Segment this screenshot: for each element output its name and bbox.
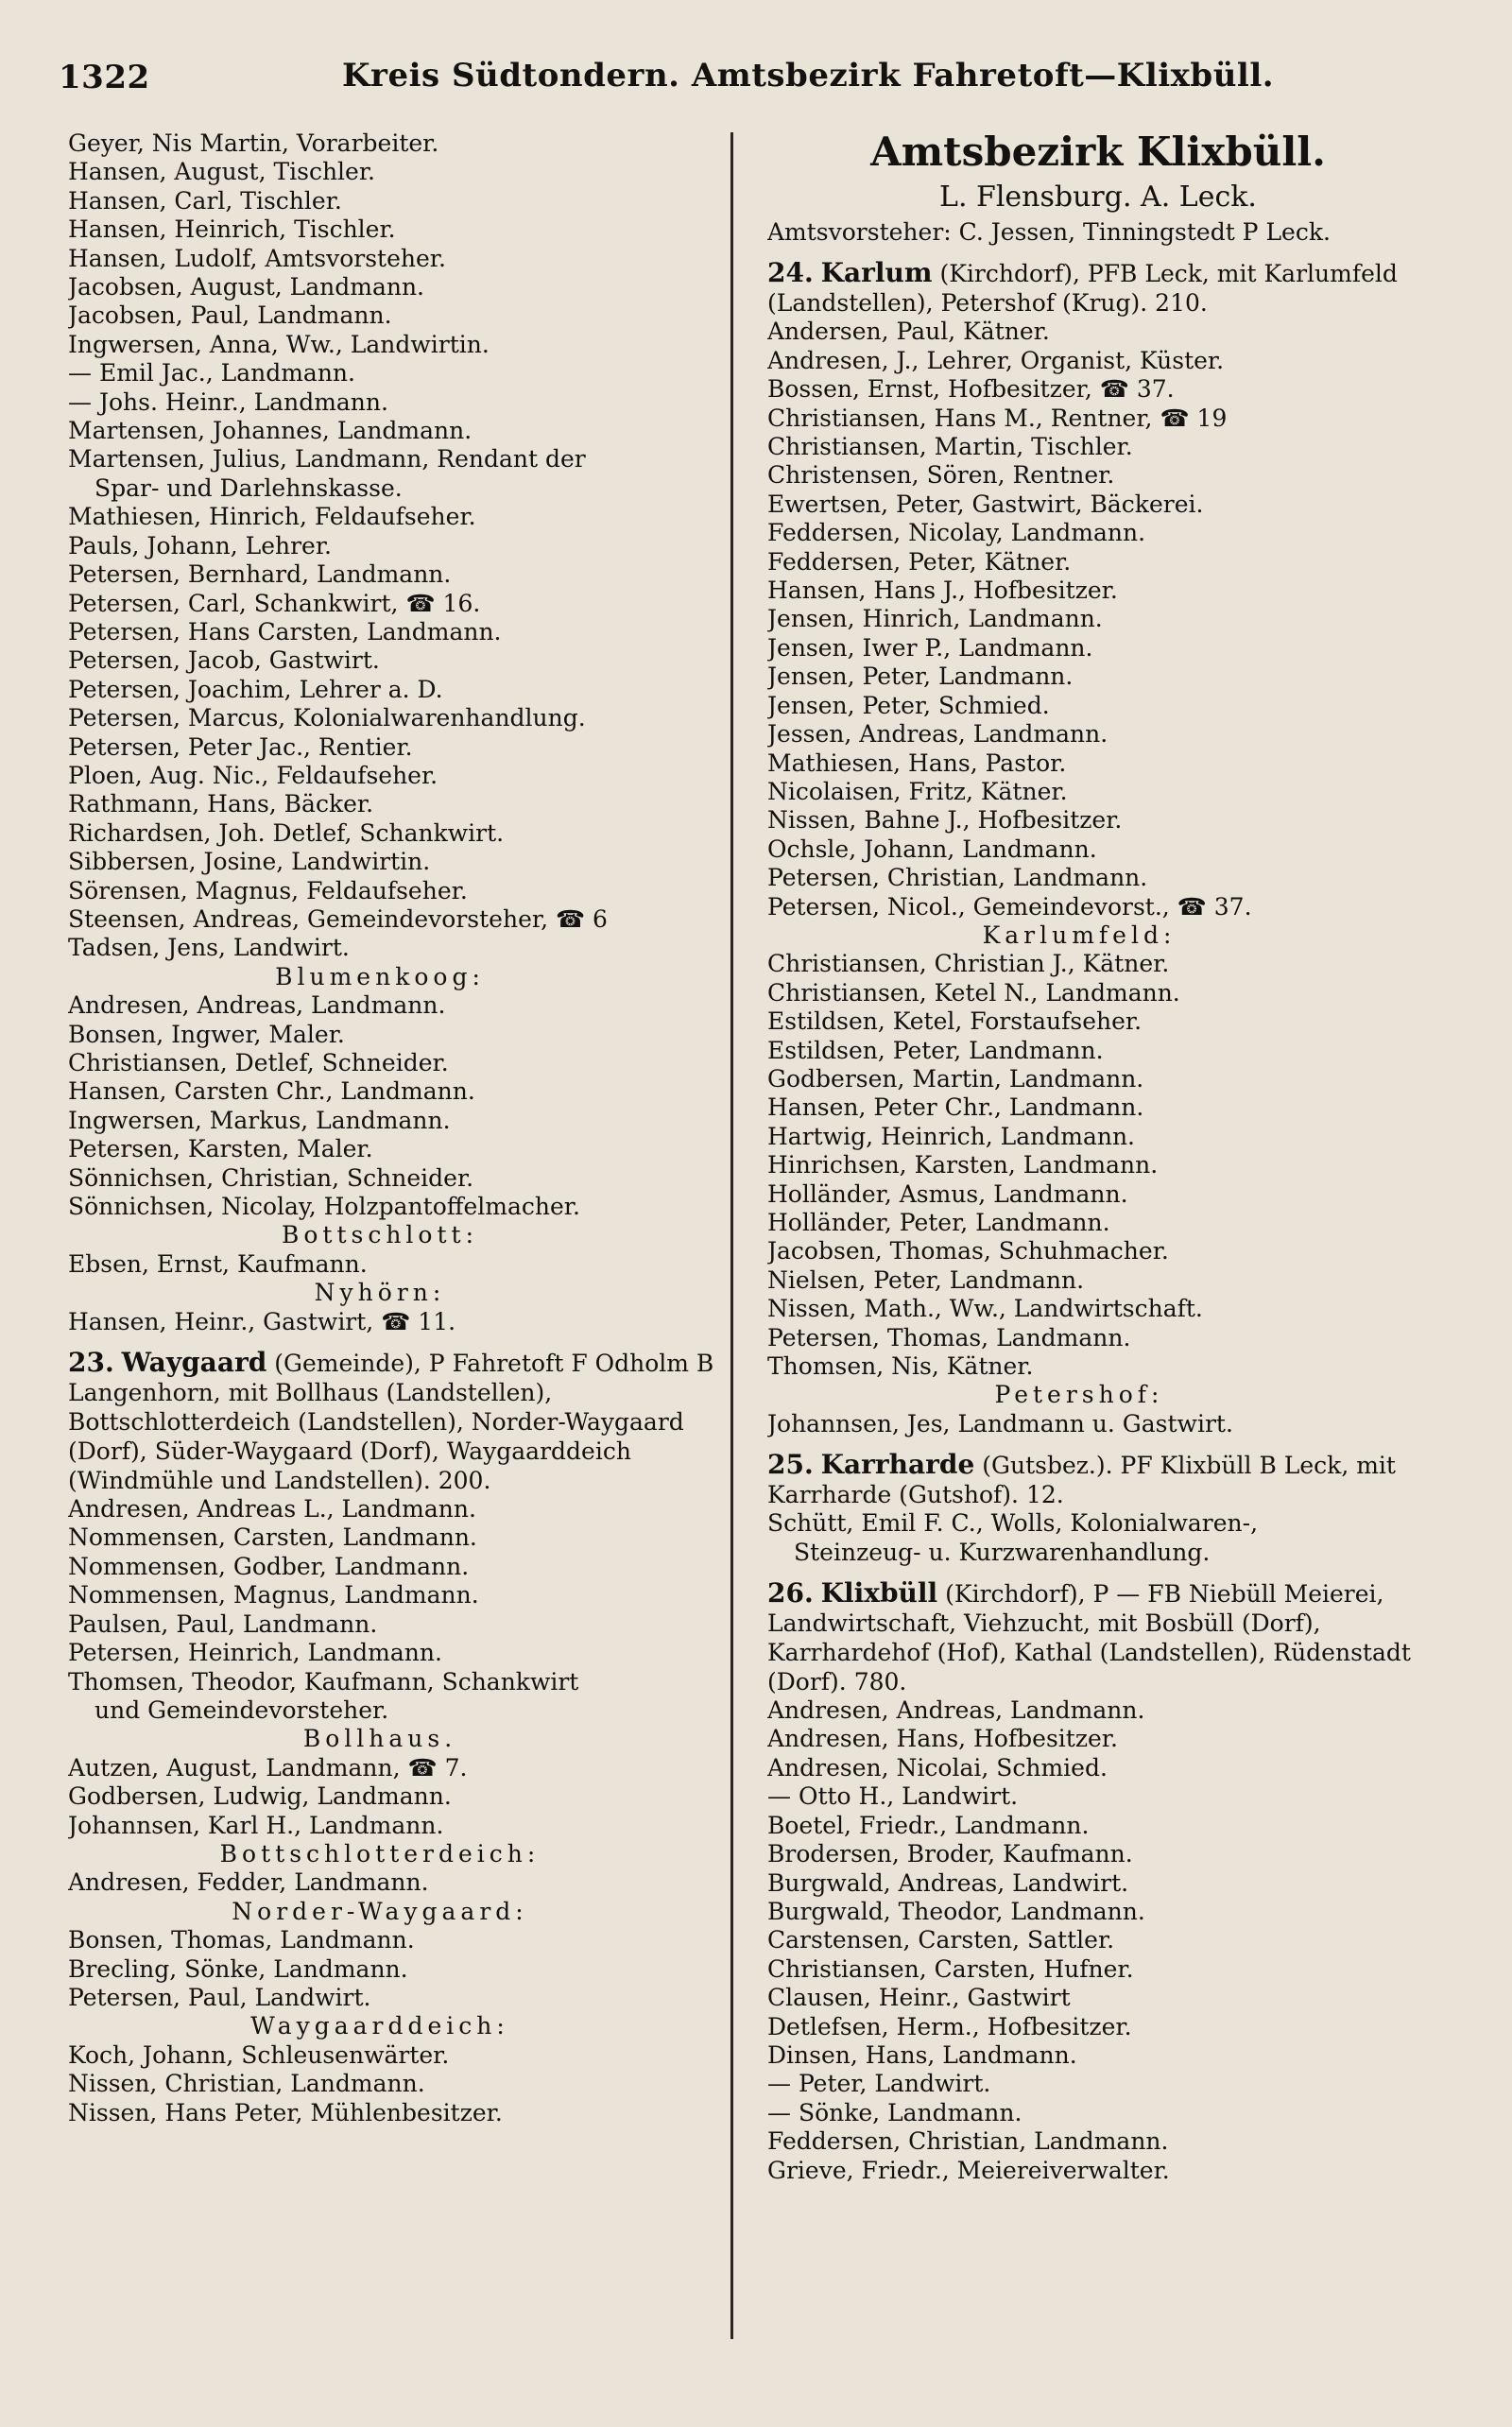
list-item: Clausen, Heinr., Gastwirt (767, 1984, 1071, 2012)
list-item: Steensen, Andreas, Gemeindevorsteher, ☎ 6 (68, 904, 608, 933)
list-item: Feddersen, Peter, Kätner. (767, 547, 1072, 576)
list-item: Johannsen, Jes, Landmann u. Gastwirt. (767, 1409, 1233, 1437)
running-title: Kreis Südtondern. Amtsbezirk Fahretoft—Klixbüll. (342, 57, 1275, 95)
list-item: Christiansen, Carsten, Hufner. (767, 1954, 1134, 1983)
section-number: 26. (767, 1577, 814, 1609)
list-item: Hansen, Ludolf, Amtsvorsteher. (68, 244, 446, 272)
left-column (68, 129, 730, 2127)
list-item: Burgwald, Andreas, Landwirt. (767, 1868, 1129, 1897)
subsection-heading: Karlumfeld: (982, 921, 1177, 949)
list-item: Andresen, Andreas, Landmann. (767, 1696, 1145, 1725)
list-item: Boetel, Friedr., Landmann. (767, 1811, 1090, 1839)
section-description: (Kirchdorf), P — FB Niebüll Meierei, Landwirtschaft, Viehzucht, mit Bosbüll (Dorf), Karrhardehof (Hof), Kathal (Landstellen), Rüdenstadt (Dorf). 780. (767, 1580, 1411, 1696)
entry-list (68, 2041, 730, 2127)
list-item: Dinsen, Hans, Landmann. (767, 2040, 1077, 2069)
entry-list (68, 1250, 730, 1279)
subsection-heading: Petershof: (994, 1381, 1164, 1409)
list-item: Jessen, Andreas, Landmann. (767, 720, 1108, 749)
list-item: Paulsen, Paul, Landmann. (68, 1609, 378, 1638)
section-25 (767, 1450, 1429, 1509)
list-item: Petersen, Peter Jac., Rentier. (68, 732, 413, 761)
list-item: Ochsle, Johann, Landmann. (767, 835, 1097, 863)
list-item: und Gemeindevorsteher. (94, 1695, 389, 1724)
list-item: Nommensen, Godber, Landmann. (68, 1552, 470, 1580)
list-item: Jacobsen, Thomas, Schuhmacher. (767, 1237, 1169, 1265)
section-description: (Gutsbez.). PF Klixbüll B Leck, mit Karrharde (Gutshof). 12. (767, 1452, 1396, 1509)
list-item: Sönnichsen, Christian, Schneider. (68, 1163, 474, 1192)
list-item: Hansen, Carsten Chr., Landmann. (68, 1077, 475, 1106)
list-item: Nissen, Hans Peter, Mühlenbesitzer. (68, 2098, 503, 2126)
list-item: Petersen, Thomas, Landmann. (767, 1323, 1131, 1351)
entry-list (767, 1410, 1429, 1438)
district-title: Amtsbezirk Klixbüll. (870, 129, 1326, 175)
right-column (767, 129, 1429, 2185)
list-item: Petersen, Marcus, Kolonialwarenhandlung. (68, 704, 586, 732)
entry-list (68, 1868, 730, 1897)
list-item: Bonsen, Thomas, Landmann. (68, 1926, 415, 1954)
column-divider (730, 132, 733, 2339)
page-header (59, 53, 1457, 100)
list-item: Hinrichsen, Karsten, Landmann. (767, 1151, 1159, 1179)
section-name: Waygaard (121, 1347, 267, 1379)
list-item: Nielsen, Peter, Landmann. (767, 1265, 1085, 1294)
list-item: Thomsen, Nis, Kätner. (767, 1352, 1034, 1381)
list-item: Andresen, Hans, Hofbesitzer. (767, 1725, 1118, 1753)
list-item: Mathiesen, Hinrich, Feldaufseher. (68, 503, 476, 531)
entry-list (68, 1308, 730, 1336)
subsection-heading: Bottschlott: (281, 1221, 478, 1249)
list-item: Brodersen, Broder, Kaufmann. (767, 1840, 1133, 1868)
list-item: Hartwig, Heinrich, Landmann. (767, 1122, 1136, 1150)
list-item: Jacobsen, August, Landmann. (68, 273, 425, 301)
section-description: (Gemeinde), P Fahretoft F Odholm B Langenhorn, mit Bollhaus (Landstellen), Bottschlotterdeich (Landstellen), Norder-Waygaard (Dorf), Süder-Waygaard (Dorf), Waygaarddeich (Windmühle und Landstellen). 200. (68, 1350, 714, 1495)
entry-list (767, 1509, 1429, 1567)
entry-list (68, 1754, 730, 1840)
list-item: Andresen, Andreas, Landmann. (68, 991, 446, 1020)
section-number: 25. (767, 1449, 814, 1481)
list-item: Schütt, Emil F. C., Wolls, Kolonialwaren-, (767, 1509, 1259, 1538)
list-item: Martensen, Julius, Landmann, Rendant der (68, 445, 586, 473)
list-item: Koch, Johann, Schleusenwärter. (68, 2040, 450, 2069)
list-item: Christiansen, Hans M., Rentner, ☎ 19 (767, 404, 1228, 432)
list-item: Andresen, J., Lehrer, Organist, Küster. (767, 346, 1225, 374)
list-item: Brecling, Sönke, Landmann. (68, 1954, 408, 1983)
list-item: Ebsen, Ernst, Kaufmann. (68, 1249, 368, 1278)
entry-list (68, 129, 730, 963)
page-number: 1322 (59, 59, 150, 96)
subsection-heading: Blumenkoog: (275, 962, 485, 990)
amtsvorsteher-line: Amtsvorsteher: C. Jessen, Tinningstedt P Leck. (767, 218, 1331, 246)
subsection-heading: Nyhörn: (314, 1279, 446, 1307)
list-item: Jensen, Iwer P., Landmann. (767, 633, 1093, 662)
subsection-heading: Bottschlotterdeich: (219, 1839, 541, 1868)
list-item: Petersen, Karsten, Maler. (68, 1135, 373, 1163)
list-item: — Peter, Landwirt. (767, 2070, 991, 2098)
list-item: Feddersen, Nicolay, Landmann. (767, 519, 1146, 547)
entry-list (767, 318, 1429, 921)
list-item: Jensen, Hinrich, Landmann. (767, 605, 1103, 633)
list-item: Petersen, Heinrich, Landmann. (68, 1639, 442, 1667)
list-item: Holländer, Peter, Landmann. (767, 1209, 1110, 1236)
list-item: Tadsen, Jens, Landwirt. (68, 934, 350, 962)
list-item: Mathiesen, Hans, Pastor. (767, 749, 1067, 777)
list-item: Jensen, Peter, Schmied. (767, 691, 1050, 719)
entry-list (68, 991, 730, 1221)
list-item: Sibbersen, Josine, Landwirtin. (68, 848, 431, 876)
subsection-heading: Bollhaus. (302, 1725, 457, 1753)
list-item: Andresen, Andreas L., Landmann. (68, 1495, 476, 1523)
section-26 (767, 1578, 1429, 1696)
list-item: Estildsen, Peter, Landmann. (767, 1036, 1104, 1064)
list-item: Ploen, Aug. Nic., Feldaufseher. (68, 761, 438, 789)
list-item: Geyer, Nis Martin, Vorarbeiter. (68, 129, 439, 157)
list-item: Richardsen, Joh. Detlef, Schankwirt. (68, 818, 505, 847)
section-number: 24. (767, 257, 814, 289)
list-item: Hansen, Hans J., Hofbesitzer. (767, 577, 1118, 605)
list-item: Estildsen, Ketel, Forstaufseher. (767, 1007, 1143, 1036)
list-item: Nommensen, Carsten, Landmann. (68, 1523, 477, 1552)
subsection-heading: Norder-Waygaard: (232, 1897, 528, 1925)
list-item: Thomsen, Theodor, Kaufmann, Schankwirt (68, 1667, 579, 1695)
list-item: Pauls, Johann, Lehrer. (68, 531, 332, 559)
list-item: Petersen, Hans Carsten, Landmann. (68, 617, 502, 645)
list-item: — Sönke, Landmann. (767, 2098, 1022, 2126)
list-item: Jensen, Peter, Landmann. (767, 663, 1074, 691)
list-item: Sörensen, Magnus, Feldaufseher. (68, 876, 468, 904)
section-description: (Kirchdorf), PFB Leck, mit Karlumfeld (Landstellen), Petershof (Krug). 210. (767, 260, 1398, 318)
list-item: Christiansen, Ketel N., Landmann. (767, 978, 1180, 1007)
list-item: Autzen, August, Landmann, ☎ 7. (68, 1753, 468, 1782)
list-item: Andresen, Nicolai, Schmied. (767, 1753, 1108, 1782)
section-name: Klixbüll (820, 1577, 938, 1609)
entry-list (767, 950, 1429, 1381)
list-item: Ewertsen, Peter, Gastwirt, Bäckerei. (767, 490, 1204, 518)
list-item: Petersen, Bernhard, Landmann. (68, 560, 452, 589)
list-item: Petersen, Paul, Landwirt. (68, 1983, 371, 2011)
entry-list (767, 1696, 1429, 2185)
list-item: Grieve, Friedr., Meiereiverwalter. (767, 2156, 1170, 2184)
list-item: Ingwersen, Markus, Landmann. (68, 1106, 451, 1134)
list-item: Holländer, Asmus, Landmann. (767, 1179, 1128, 1208)
list-item: Bossen, Ernst, Hofbesitzer, ☎ 37. (767, 375, 1175, 404)
list-item: Godbersen, Martin, Landmann. (767, 1064, 1144, 1093)
list-item: Petersen, Joachim, Lehrer a. D. (68, 675, 443, 703)
section-24 (767, 258, 1429, 318)
section-name: Karrharde (820, 1449, 975, 1481)
list-item: Ingwersen, Anna, Ww., Landwirtin. (68, 330, 490, 358)
list-item: Godbersen, Ludwig, Landmann. (68, 1782, 452, 1811)
list-item: Nissen, Christian, Landmann. (68, 2070, 425, 2098)
list-item: Hansen, August, Tischler. (68, 158, 375, 186)
list-item: Andersen, Paul, Kätner. (767, 318, 1050, 346)
list-item: — Emil Jac., Landmann. (68, 359, 355, 387)
list-item: Christiansen, Detlef, Schneider. (68, 1049, 449, 1076)
list-item: Andresen, Fedder, Landmann. (68, 1868, 429, 1897)
list-item: Nommensen, Magnus, Landmann. (68, 1581, 479, 1609)
list-item: Detlefsen, Herm., Hofbesitzer. (767, 2012, 1132, 2040)
entry-list (68, 1495, 730, 1725)
list-item: Sönnichsen, Nicolay, Holzpantoffelmacher. (68, 1193, 580, 1221)
list-item: Christiansen, Christian J., Kätner. (767, 950, 1170, 978)
list-item: — Johs. Heinr., Landmann. (68, 387, 388, 416)
entry-list (68, 1926, 730, 2012)
list-item: Jacobsen, Paul, Landmann. (68, 301, 392, 330)
list-item: Rathmann, Hans, Bäcker. (68, 790, 374, 818)
list-item: Christensen, Sören, Rentner. (767, 461, 1115, 490)
list-item: Hansen, Carl, Tischler. (68, 186, 342, 215)
list-item: Petersen, Carl, Schankwirt, ☎ 16. (68, 589, 481, 617)
list-item: Spar- und Darlehnskasse. (94, 473, 403, 502)
district-subtitle: L. Flensburg. A. Leck. (939, 181, 1257, 214)
list-item: Carstensen, Carsten, Sattler. (767, 1926, 1115, 1954)
list-item: Christiansen, Martin, Tischler. (767, 433, 1133, 461)
list-item: — Otto H., Landwirt. (767, 1782, 1019, 1811)
list-item: Feddersen, Christian, Landmann. (767, 2127, 1169, 2156)
list-item: Bonsen, Ingwer, Maler. (68, 1020, 345, 1048)
section-name: Karlum (820, 257, 933, 289)
list-item: Nissen, Math., Ww., Landwirtschaft. (767, 1295, 1203, 1323)
list-item: Hansen, Heinrich, Tischler. (68, 215, 396, 244)
list-item: Hansen, Peter Chr., Landmann. (767, 1093, 1144, 1122)
list-item: Petersen, Christian, Landmann. (767, 864, 1148, 892)
list-item: Petersen, Nicol., Gemeindevorst., ☎ 37. (767, 892, 1252, 921)
list-item: Burgwald, Theodor, Landmann. (767, 1897, 1145, 1925)
section-number: 23. (68, 1347, 114, 1379)
list-item: Martensen, Johannes, Landmann. (68, 417, 472, 445)
list-item: Nicolaisen, Fritz, Kätner. (767, 777, 1068, 805)
list-item: Nissen, Bahne J., Hofbesitzer. (767, 806, 1123, 835)
list-item: Petersen, Jacob, Gastwirt. (68, 646, 380, 675)
section-23 (68, 1348, 730, 1495)
list-item: Steinzeug- u. Kurzwarenhandlung. (794, 1538, 1211, 1566)
subsection-heading: Waygaarddeich: (250, 2012, 509, 2040)
list-item: Hansen, Heinr., Gastwirt, ☎ 11. (68, 1307, 456, 1335)
list-item: Johannsen, Karl H., Landmann. (68, 1811, 444, 1839)
